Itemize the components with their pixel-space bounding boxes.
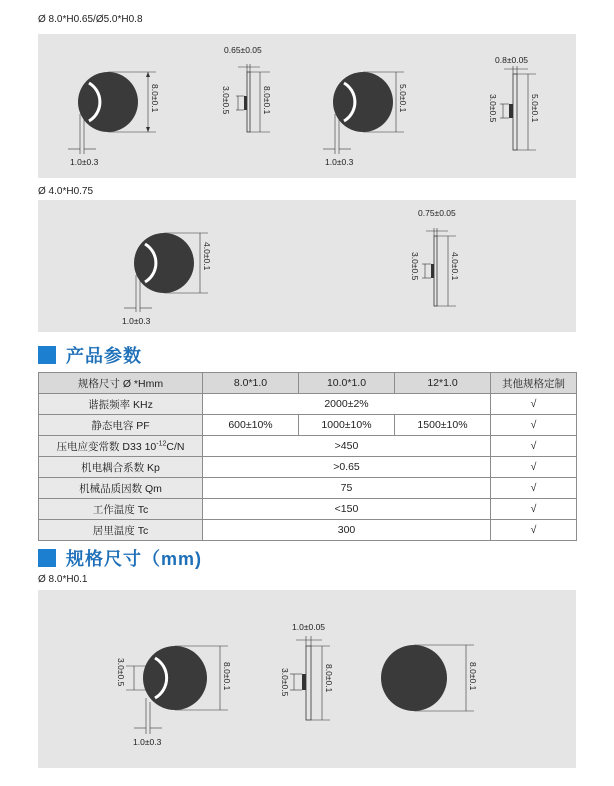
- header-cell: 规格尺寸 Ø *Hmm: [39, 373, 203, 394]
- table-row: [39, 415, 577, 436]
- row-label: 机电耦合系数 Kp: [39, 457, 203, 478]
- dims-drawing-panel: [38, 590, 576, 768]
- heading-accent-bar: [38, 346, 56, 364]
- s2-diameter-label: 4.0±0.1: [202, 242, 212, 271]
- row-value: 2000±2%: [203, 394, 491, 415]
- row-value: 1000±10%: [299, 415, 395, 436]
- dims-heading-text: 规格尺寸（mm): [66, 549, 203, 569]
- row-custom-mark: √: [491, 499, 577, 520]
- section2-drawing-panel: [38, 200, 576, 332]
- row-label: 居里温度 Tc: [39, 520, 203, 541]
- dims-side-tab-label: 3.0±0.5: [280, 668, 290, 697]
- dims-side-height-label: 8.0±0.1: [324, 664, 334, 693]
- row-label-sup: -12: [156, 440, 167, 447]
- d2-side-tab-label: 3.0±0.5: [488, 94, 498, 123]
- row-label-main: 压电应变常数 D33 10: [56, 440, 157, 453]
- s2-side-thickness-label: 0.75±0.05: [418, 208, 456, 218]
- s2-side-tab-label: 3.0±0.5: [410, 252, 420, 281]
- dims-plain-diameter-label: 8.0±0.1: [468, 662, 478, 691]
- header-cell: 其他规格定制: [491, 373, 577, 394]
- d1-side-height-label: 8.0±0.1: [262, 86, 272, 115]
- d2-diameter-label: 5.0±0.1: [398, 84, 408, 113]
- dims-drawings: [38, 590, 576, 768]
- section1-label: Ø 8.0*H0.65/Ø5.0*H0.8: [38, 14, 143, 25]
- d2-gap-label: 1.0±0.3: [325, 157, 354, 167]
- section2-label: Ø 4.0*H0.75: [38, 186, 94, 197]
- disc-8mm-h01-top-view: [126, 646, 228, 734]
- row-custom-mark: √: [491, 436, 577, 457]
- row-value: >0.65: [203, 457, 491, 478]
- d2-side-thickness-label: 0.8±0.05: [495, 55, 529, 65]
- table-row: [39, 394, 577, 415]
- table-row: [39, 499, 577, 520]
- row-value: 300: [203, 520, 491, 541]
- dims-tab-label: 3.0±0.5: [116, 658, 126, 687]
- d1-diameter-label: 8.0±0.1: [150, 84, 160, 113]
- disc-8mm-plain-top-view: [381, 645, 474, 711]
- row-label: 工作温度 Tc: [39, 499, 203, 520]
- section1-drawing-panel: [38, 34, 576, 178]
- s2-gap-label: 1.0±0.3: [122, 316, 151, 326]
- disc-5mm-top-view: [323, 72, 404, 154]
- params-heading: [38, 342, 142, 368]
- section2-drawings: [38, 200, 576, 332]
- disc-8mm-h01-side-view: [290, 636, 330, 720]
- table-header-row: [39, 373, 577, 394]
- row-custom-mark: √: [491, 457, 577, 478]
- row-custom-mark: √: [491, 478, 577, 499]
- d1-side-thickness-label: 0.65±0.05: [224, 45, 262, 55]
- header-cell: 10.0*1.0: [299, 373, 395, 394]
- header-cell: 12*1.0: [395, 373, 491, 394]
- dims-heading: [38, 545, 202, 571]
- row-label: 机械品质因数 Qm: [39, 478, 203, 499]
- row-custom-mark: √: [491, 520, 577, 541]
- row-value: 75: [203, 478, 491, 499]
- heading-accent-bar: [38, 549, 56, 567]
- row-label: 静态电容 PF: [39, 415, 203, 436]
- table-row: [39, 436, 577, 457]
- row-label: 谐振频率 KHz: [39, 394, 203, 415]
- d1-gap-label: 1.0±0.3: [70, 157, 99, 167]
- section1-drawings: [38, 34, 576, 178]
- row-custom-mark: √: [491, 394, 577, 415]
- row-value: 600±10%: [203, 415, 299, 436]
- dims-label: Ø 8.0*H0.1: [38, 574, 88, 585]
- d1-side-tab-label: 3.0±0.5: [221, 86, 231, 115]
- dims-gap-label: 1.0±0.3: [133, 737, 162, 747]
- params-table: [38, 372, 577, 541]
- row-custom-mark: √: [491, 415, 577, 436]
- table-row: [39, 478, 577, 499]
- row-label: [39, 436, 203, 457]
- disc-8mm-top-view: [68, 72, 156, 154]
- row-value: <150: [203, 499, 491, 520]
- header-cell: 8.0*1.0: [203, 373, 299, 394]
- table-row: [39, 457, 577, 478]
- dims-diameter-label: 8.0±0.1: [222, 662, 232, 691]
- row-value: 1500±10%: [395, 415, 491, 436]
- table-row: [39, 520, 577, 541]
- params-heading-text: 产品参数: [66, 346, 142, 366]
- dims-side-thickness-label: 1.0±0.05: [292, 622, 326, 632]
- disc-4mm-top-view: [124, 233, 208, 312]
- row-label-tail: C/N: [166, 440, 185, 453]
- row-value: >450: [203, 436, 491, 457]
- d2-side-height-label: 5.0±0.1: [530, 94, 540, 123]
- s2-side-height-label: 4.0±0.1: [450, 252, 460, 281]
